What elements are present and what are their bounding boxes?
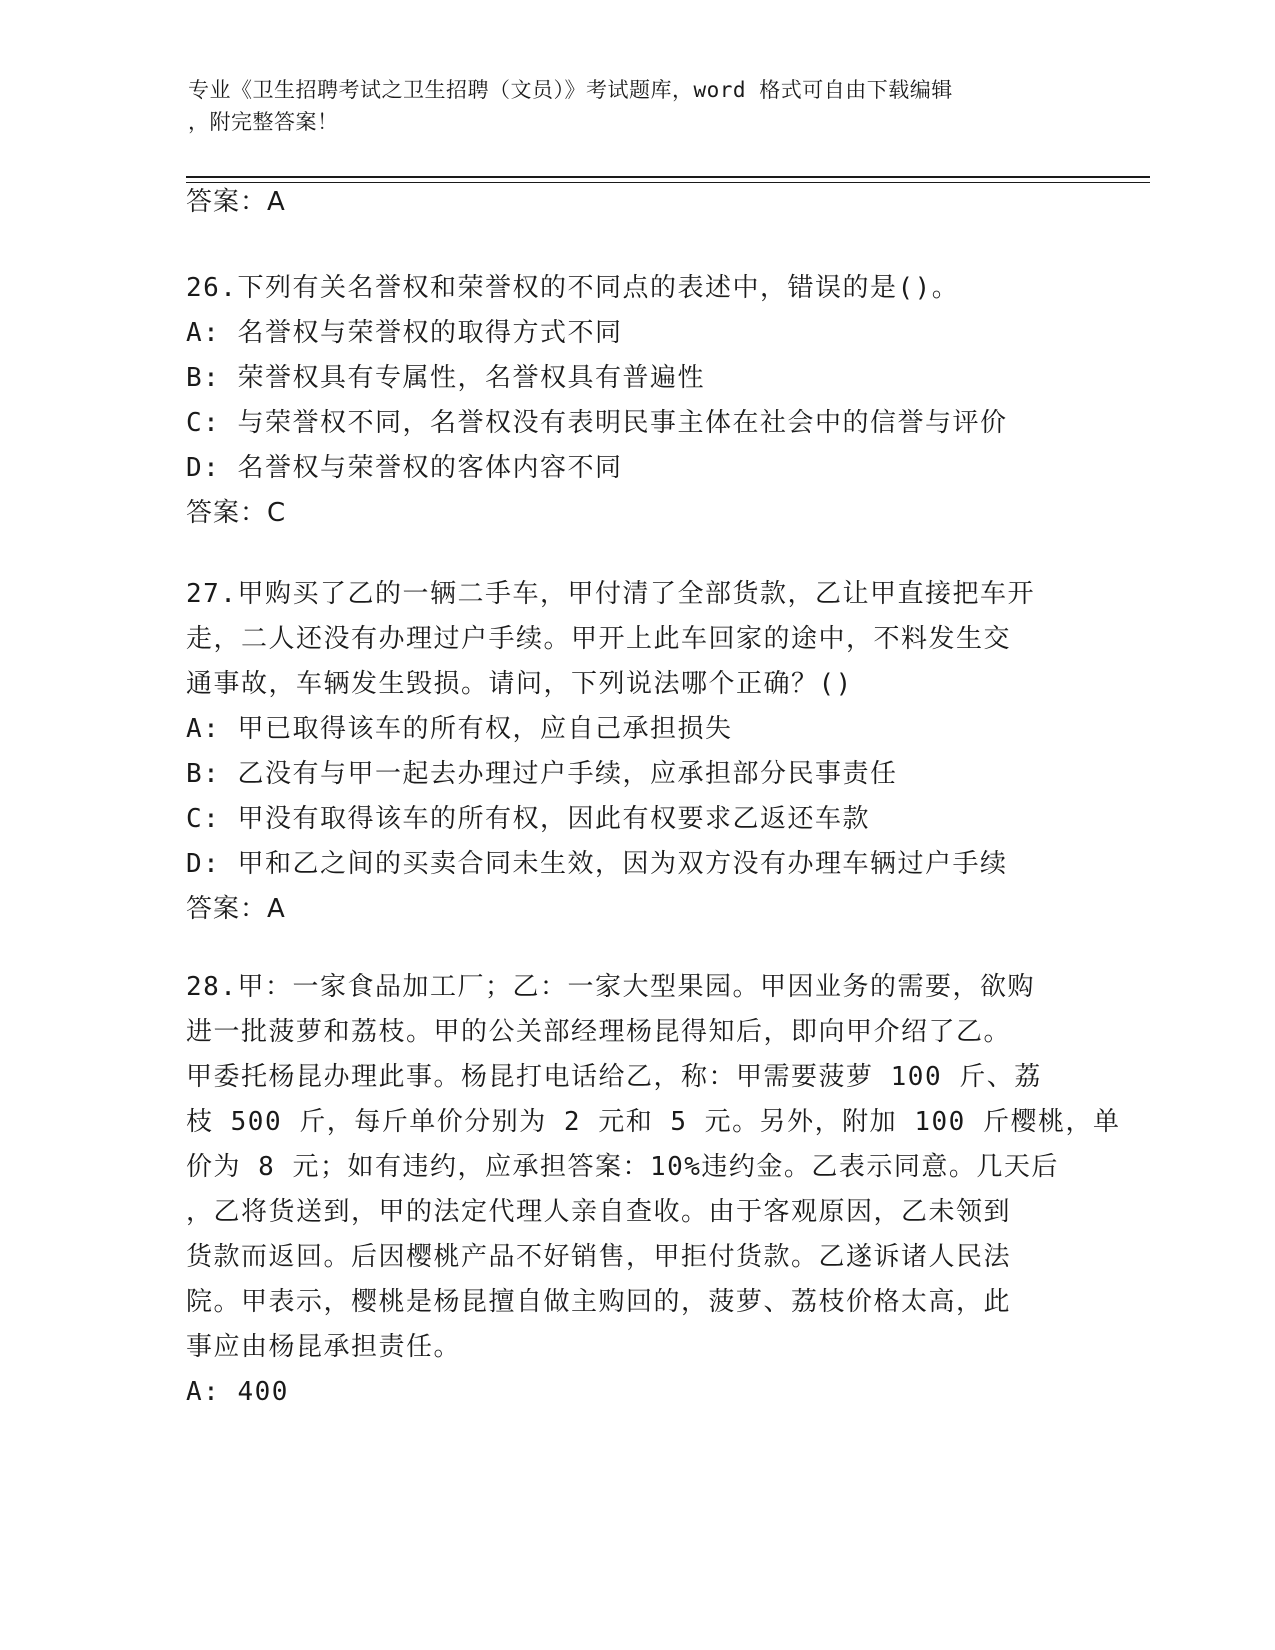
question-stem-line: 甲委托杨昆办理此事。杨昆打电话给乙，称：甲需要菠萝 100 斤、荔 bbox=[186, 1062, 1042, 1092]
option-a: A: 名誉权与荣誉权的取得方式不同 bbox=[186, 318, 623, 348]
question-stem-line: 价为 8 元；如有违约，应承担答案：10%违约金。乙表示同意。几天后 bbox=[186, 1152, 1059, 1182]
prev-answer-block bbox=[186, 180, 1086, 225]
option-a: A: 400 bbox=[186, 1377, 289, 1407]
option-c: C: 甲没有取得该车的所有权，因此有权要求乙返还车款 bbox=[186, 804, 870, 834]
answer-label: 答案：A bbox=[186, 894, 286, 924]
header-line-2: ，附完整答案！ bbox=[188, 110, 339, 134]
question-stem-line: 枝 500 斤，每斤单价分别为 2 元和 5 元。另外，附加 100 斤樱桃，单 bbox=[186, 1107, 1121, 1137]
question-28 bbox=[186, 965, 1121, 1415]
question-stem: 26.下列有关名誉权和荣誉权的不同点的表述中，错误的是()。 bbox=[186, 273, 960, 303]
question-stem-line: 28.甲：一家食品加工厂；乙：一家大型果园。甲因业务的需要，欲购 bbox=[186, 972, 1035, 1002]
answer-label: 答案：C bbox=[186, 498, 287, 528]
question-27 bbox=[186, 572, 1086, 932]
answer-label: 答案：A bbox=[186, 187, 286, 217]
option-a: A: 甲已取得该车的所有权，应自己承担损失 bbox=[186, 714, 733, 744]
header-line-1: 专业《卫生招聘考试之卫生招聘（文员）》考试题库，word 格式可自由下载编辑 bbox=[188, 78, 953, 102]
option-b: B: 乙没有与甲一起去办理过户手续，应承担部分民事责任 bbox=[186, 759, 898, 789]
option-d: D: 名誉权与荣誉权的客体内容不同 bbox=[186, 453, 623, 483]
question-stem-line: 事应由杨昆承担责任。 bbox=[186, 1332, 462, 1362]
question-stem-line: 院。甲表示，樱桃是杨昆擅自做主购回的，菠萝、荔枝价格太高，此 bbox=[186, 1287, 1012, 1317]
question-stem-line: 通事故，车辆发生毁损。请问，下列说法哪个正确？() bbox=[186, 669, 853, 699]
option-d: D: 甲和乙之间的买卖合同未生效，因为双方没有办理车辆过户手续 bbox=[186, 849, 1008, 879]
option-b: B: 荣誉权具有专属性，名誉权具有普遍性 bbox=[186, 363, 705, 393]
page-header bbox=[188, 74, 1068, 138]
question-stem-line: ，乙将货送到，甲的法定代理人亲自查收。由于客观原因，乙未领到 bbox=[186, 1197, 1012, 1227]
question-stem-line: 走，二人还没有办理过户手续。甲开上此车回家的途中，不料发生交 bbox=[186, 624, 1012, 654]
question-26 bbox=[186, 266, 1086, 536]
question-stem-line: 进一批菠萝和荔枝。甲的公关部经理杨昆得知后，即向甲介绍了乙。 bbox=[186, 1017, 1012, 1047]
header-rule-thick bbox=[186, 176, 1150, 178]
question-stem-line: 27.甲购买了乙的一辆二手车，甲付清了全部货款，乙让甲直接把车开 bbox=[186, 579, 1035, 609]
option-c: C: 与荣誉权不同，名誉权没有表明民事主体在社会中的信誉与评价 bbox=[186, 408, 1008, 438]
question-stem-line: 货款而返回。后因樱桃产品不好销售，甲拒付货款。乙遂诉诸人民法 bbox=[186, 1242, 1012, 1272]
